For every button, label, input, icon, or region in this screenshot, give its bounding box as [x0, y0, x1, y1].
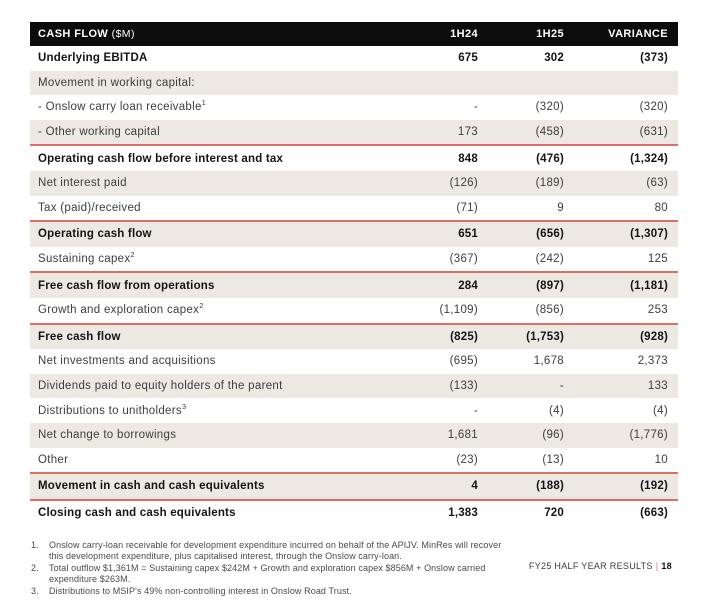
- value-1h24: [392, 71, 484, 96]
- row-label: [30, 46, 392, 71]
- header-col-variance: VARIANCE: [574, 22, 678, 46]
- value-1h24: (695): [449, 355, 478, 368]
- table-row: [30, 272, 678, 298]
- row-label-text: Movement in working capital:: [38, 76, 195, 89]
- row-label-text: Net change to borrowings: [38, 429, 177, 442]
- footnote-number: 3.: [31, 586, 39, 596]
- value-variance: 133: [647, 380, 668, 393]
- value-1h25: (656): [536, 228, 564, 241]
- header-cashflow: [30, 22, 392, 46]
- value-1h24: -: [473, 404, 478, 417]
- row-label: [30, 423, 392, 448]
- row-label: [30, 473, 392, 500]
- value-variance: (320): [639, 101, 668, 114]
- value-1h24: (71): [456, 201, 478, 214]
- row-label: [30, 398, 392, 423]
- value-1h24: (126): [449, 177, 478, 190]
- row-label-text: Movement in cash and cash equivalents: [38, 480, 265, 493]
- row-label-text: - Onslow carry loan receivable: [38, 101, 202, 114]
- value-1h25: 1,678: [533, 355, 564, 368]
- value-1h25: 720: [544, 506, 564, 519]
- value-variance: 125: [647, 253, 668, 266]
- value-1h25: (476): [536, 152, 564, 165]
- value-variance: (63): [646, 177, 668, 190]
- row-label: [30, 145, 392, 171]
- header-col-1h24: 1H24: [392, 22, 484, 46]
- row-label-text: Operating cash flow: [38, 228, 152, 241]
- value-variance: 10: [654, 453, 668, 466]
- value-variance: 2,373: [637, 355, 668, 368]
- row-label: [30, 247, 392, 273]
- row-label: [30, 298, 392, 324]
- value-variance: (4): [653, 404, 668, 417]
- value-1h24: -: [473, 101, 478, 114]
- value-variance: (1,181): [630, 279, 668, 292]
- cashflow-table-body: [30, 46, 678, 525]
- row-label-text: - Other working capital: [38, 126, 160, 139]
- value-1h24: 4: [471, 480, 478, 493]
- value-1h25: 302: [544, 52, 564, 65]
- row-label-text: Distributions to unitholders: [38, 404, 182, 417]
- footnote-number: 2.: [31, 563, 39, 573]
- row-label-text: Net interest paid: [38, 177, 127, 190]
- value-1h24: (133): [449, 380, 478, 393]
- value-1h24: 1,681: [447, 429, 478, 442]
- table-row: [30, 398, 678, 423]
- value-1h24: (367): [449, 253, 478, 266]
- value-1h24: (1,109): [439, 304, 478, 317]
- footer-separator: |: [655, 561, 659, 571]
- table-header: [30, 22, 678, 46]
- value-variance: (192): [640, 480, 668, 493]
- value-1h24: 651: [458, 228, 478, 241]
- value-1h24: 1,383: [448, 506, 478, 519]
- row-label-text: Free cash flow: [38, 330, 121, 343]
- row-label: [30, 448, 392, 474]
- row-label-text: Net investments and acquisitions: [38, 355, 216, 368]
- value-variance: (373): [640, 52, 668, 65]
- footnote-ref: 1: [201, 98, 207, 108]
- value-1h25: -: [559, 380, 564, 393]
- value-1h25: (242): [535, 253, 564, 266]
- row-label-text: Closing cash and cash equivalents: [38, 506, 236, 519]
- row-label-text: Dividends paid to equity holders of the parent: [38, 380, 283, 393]
- row-label-text: Sustaining capex: [38, 253, 131, 266]
- footnote-text: Onslow carry-loan receivable for development expenditure incurred on behalf of the APIJV. MinRes will recover this development expenditure, plus capitalised interest, through the Onslow carry-loan.: [49, 540, 502, 561]
- value-variance: 253: [647, 304, 668, 317]
- value-1h25: (458): [535, 126, 564, 139]
- table-row: [30, 145, 678, 171]
- footer-label: FY25 HALF YEAR RESULTS: [528, 561, 653, 571]
- table-row: [30, 324, 678, 350]
- value-variance: (663): [640, 506, 668, 519]
- value-1h25: (897): [536, 279, 564, 292]
- value-variance: (1,324): [630, 152, 668, 165]
- row-label: [30, 196, 392, 222]
- value-variance: [574, 71, 678, 96]
- page-footer: [529, 561, 672, 571]
- value-variance: (1,307): [630, 228, 668, 241]
- value-1h25: (4): [549, 404, 564, 417]
- row-label: [30, 324, 392, 350]
- row-label: [30, 374, 392, 399]
- value-1h24: (825): [450, 330, 478, 343]
- value-1h25: [484, 71, 574, 96]
- table-row: [30, 500, 678, 526]
- row-label-text: Underlying EBITDA: [38, 52, 148, 65]
- row-label-text: Operating cash flow before interest and tax: [38, 152, 284, 165]
- value-1h24: 675: [458, 52, 478, 65]
- value-1h24: 848: [458, 152, 478, 165]
- value-variance: (631): [639, 126, 668, 139]
- footnote-text: Total outflow $1,361M = Sustaining capex $242M + Growth and exploration capex $856M + Onslow carried expenditure $263M.: [49, 563, 486, 584]
- value-1h24: 284: [458, 279, 478, 292]
- header-row: [30, 22, 678, 46]
- footnote-ref: 2: [130, 250, 135, 260]
- header-title: CASH FLOW: [38, 28, 109, 40]
- row-label-text: Tax (paid)/received: [38, 201, 141, 214]
- value-1h25: (188): [536, 480, 564, 493]
- value-1h25: (96): [542, 429, 564, 442]
- value-1h25: (320): [535, 101, 564, 114]
- footnote-item: [31, 563, 509, 585]
- footnote-item: [31, 586, 509, 597]
- cashflow-table: [30, 22, 678, 525]
- row-label-text: Free cash flow from operations: [38, 279, 215, 292]
- footnote-item: [31, 540, 509, 562]
- footnotes-list: [31, 540, 509, 598]
- row-label: [30, 221, 392, 247]
- table-row: [30, 349, 678, 374]
- table-row: [30, 374, 678, 399]
- header-unit: ($M): [111, 28, 135, 40]
- row-label-text: Other: [38, 453, 69, 466]
- table-row: [30, 120, 678, 146]
- value-variance: 80: [654, 201, 668, 214]
- table-row: [30, 95, 678, 120]
- row-label: [30, 71, 392, 96]
- value-1h24: 173: [457, 126, 478, 139]
- row-label: [30, 120, 392, 146]
- row-label: [30, 272, 392, 298]
- table-row: [30, 196, 678, 222]
- table-row: [30, 71, 678, 96]
- row-label: [30, 500, 392, 526]
- row-label-text: Growth and exploration capex: [38, 304, 200, 317]
- table-row: [30, 247, 678, 273]
- row-label: [30, 171, 392, 196]
- value-1h25: (13): [542, 453, 564, 466]
- footnote-ref: 2: [199, 301, 204, 311]
- value-1h25: (1,753): [526, 330, 564, 343]
- page-number: 18: [661, 561, 672, 571]
- value-1h24: (23): [456, 453, 478, 466]
- row-label: [30, 349, 392, 374]
- footnote-text: Distributions to MSIP's 49% non-controlling interest in Onslow Road Trust.: [49, 586, 352, 596]
- table-row: [30, 473, 678, 500]
- table-row: [30, 423, 678, 448]
- table-row: [30, 298, 678, 324]
- value-variance: (928): [640, 330, 668, 343]
- footnote-number: 1.: [31, 540, 39, 550]
- table-row: [30, 171, 678, 196]
- table-row: [30, 46, 678, 71]
- header-col-1h25: 1H25: [484, 22, 574, 46]
- row-label: [30, 95, 392, 120]
- value-variance: (1,776): [629, 429, 668, 442]
- value-1h25: (189): [535, 177, 564, 190]
- table-row: [30, 448, 678, 474]
- table-row: [30, 221, 678, 247]
- footnote-ref: 3: [181, 401, 187, 411]
- value-1h25: 9: [557, 201, 564, 214]
- value-1h25: (856): [535, 304, 564, 317]
